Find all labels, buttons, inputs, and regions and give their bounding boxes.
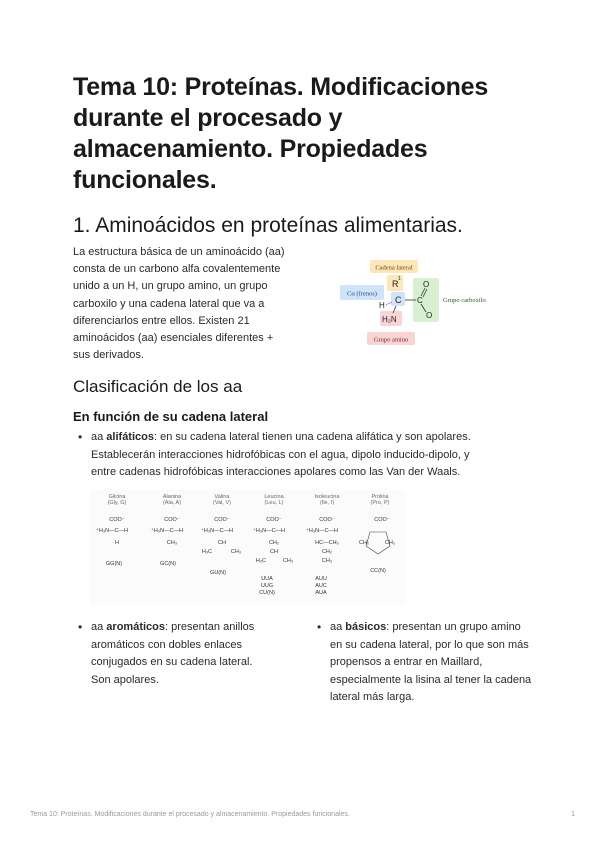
prolina-h2c: CH₂ xyxy=(358,540,370,546)
alifaticos-text: : en su cadena lateral tienen una cadena alifática y son apolares. Establecerán interacciones hidrofóbicas con el agua, dipolo inducido-dipolo, y entre cadenas hidrofóbicas interacciones apolares como las Van der Waals. xyxy=(91,431,471,478)
alifaticos-prefix: aa xyxy=(91,431,107,443)
isoleucina-core: ⁺H₃N—C—H xyxy=(305,528,339,534)
isoleucina-ch2: CH₂ xyxy=(321,549,333,555)
leucina-ch: CH xyxy=(270,549,278,555)
prolina-coo: COO⁻ xyxy=(374,517,390,523)
carbono-alfa-label: Cα (frenos) xyxy=(347,290,377,298)
alanina-coo: COO⁻ xyxy=(164,517,180,523)
glicina-codon-0: GG(N) xyxy=(105,561,123,567)
isoleucina-side: HC—CH₃ xyxy=(315,540,339,546)
valina-side: CH xyxy=(218,540,226,546)
classification-subheading: En función de su cadena lateral xyxy=(73,409,269,424)
page-footer xyxy=(30,811,575,818)
isoleucina-abbr: (Ile, I) xyxy=(319,500,335,506)
leucina-core: ⁺H₃N—C—H xyxy=(252,528,286,534)
leucina-codon-1: UUG xyxy=(260,583,274,589)
aliphatic-structures-figure xyxy=(90,490,405,605)
amino-acid-diagram xyxy=(335,256,505,348)
valina-structure xyxy=(201,494,241,576)
isoleucina-ch3: CH₃ xyxy=(321,558,333,564)
leucina-ch3: CH₃ xyxy=(282,558,294,564)
leucina-name: Leucina xyxy=(264,494,284,500)
valina-ch3: CH₃ xyxy=(230,549,242,555)
aromaticos-text: : presentan anillos aromáticos con dobles enlaces conjugados en su cadena lateral. Son apolares. xyxy=(91,621,255,686)
leucina-side: CH₂ xyxy=(268,540,280,546)
basicos-prefix: aa xyxy=(330,621,346,633)
glicina-abbr: (Gly, G) xyxy=(107,500,127,506)
alanina-name: Alanina xyxy=(162,494,182,500)
prolina-side: CH₂ xyxy=(384,540,396,546)
h-atom: H xyxy=(379,301,385,310)
glicina-coo: COO⁻ xyxy=(109,517,125,523)
alanina-abbr: (Ala, A) xyxy=(162,500,182,506)
grupo-carboxilo-label: Grupo carboxilo xyxy=(443,297,486,304)
r-atom: R xyxy=(392,279,399,289)
intro-paragraph: La estructura básica de un aminoácido (aa) consta de un carbono alfa covalentemente unido a un H, un grupo amino, un grupo carboxilo y una cadena lateral que va a diferenciarlos entre ellos. Existen 21 aminoácidos (aa) esenciales diferentes + sus derivados. xyxy=(73,246,285,362)
aromaticos-prefix: aa xyxy=(91,621,107,633)
isoleucina-structure xyxy=(306,494,340,596)
glicina-side: H xyxy=(115,540,119,546)
valina-h3c: H₃C xyxy=(201,549,213,555)
leucina-abbr: (Leu, L) xyxy=(264,500,284,506)
aromaticos-term: aromáticos xyxy=(106,621,165,633)
basicos-item xyxy=(312,619,532,707)
carboxyl-o1: O xyxy=(423,280,430,289)
h2n-atom: H₂N xyxy=(382,315,397,324)
prolina-name: Prolina xyxy=(371,494,389,500)
valina-coo: COO⁻ xyxy=(214,517,230,523)
basicos-list xyxy=(312,619,532,707)
glicina-name: Glicina xyxy=(108,494,126,500)
carboxyl-c-atom: C xyxy=(417,296,423,305)
page-number: 1 xyxy=(571,811,575,818)
prolina-abbr: (Pro, P) xyxy=(370,500,390,506)
glicina-core: ⁺H₃N—C—H xyxy=(95,528,129,534)
c-atom: C xyxy=(395,295,402,305)
valina-core: ⁺H₃N—C—H xyxy=(200,528,234,534)
alanina-codon-0: GC(N) xyxy=(160,561,176,567)
alifaticos-term: alifáticos xyxy=(106,431,154,443)
basicos-term: básicos xyxy=(345,621,387,633)
r-superscript: 1 xyxy=(398,276,401,282)
leucina-structure xyxy=(253,494,293,596)
cadena-lateral-label: Cadena lateral xyxy=(375,264,413,272)
valina-name: Valina xyxy=(214,494,230,500)
classification-heading: Clasificación de los aa xyxy=(73,377,243,396)
alifaticos-item xyxy=(73,429,483,482)
valina-abbr: (Val, V) xyxy=(213,500,231,506)
alanina-structure xyxy=(151,494,183,567)
leucina-codon-2: CU(N) xyxy=(259,590,275,596)
aromaticos-item xyxy=(73,619,273,689)
leucina-codon-0: UUA xyxy=(261,576,273,582)
glicina-structure xyxy=(96,494,128,567)
isoleucina-coo: COO⁻ xyxy=(319,517,335,523)
carboxyl-o2: O xyxy=(426,311,433,320)
page-title: Tema 10: Proteínas. Modificaciones durante el procesado y almacenamiento. Propiedades funcionales. xyxy=(73,73,489,194)
grupo-amino-label: Grupo amino xyxy=(373,336,409,344)
prolina-codon-0: CC(N) xyxy=(370,568,386,574)
isoleucina-codon-0: AUU xyxy=(315,576,327,582)
isoleucina-codon-2: AUA xyxy=(315,590,327,596)
alanina-side: CH₃ xyxy=(166,540,178,546)
alanina-core: ⁺H₃N—C—H xyxy=(150,528,184,534)
leucina-h3c: H₃C xyxy=(255,558,267,564)
valina-codon-0: GU(N) xyxy=(210,570,226,576)
section-heading: 1. Aminoácidos en proteínas alimentarias. xyxy=(73,214,463,237)
leucina-coo: COO⁻ xyxy=(266,517,282,523)
aromaticos-list xyxy=(73,619,273,689)
footer-text: Tema 10: Proteínas. Modificaciones durante el procesado y almacenamiento. Propiedades funcionales. xyxy=(30,811,350,818)
isoleucina-codon-1: AUC xyxy=(315,583,327,589)
prolina-structure xyxy=(359,494,395,574)
alifaticos-list xyxy=(73,429,483,482)
basicos-text: : presentan un grupo amino en su cadena lateral, por lo que son más propensos a entrar en Maillard, especialmente la lisina al tener la cadena lateral más larga. xyxy=(330,621,532,703)
isoleucina-name: Isoleucina xyxy=(314,494,340,500)
